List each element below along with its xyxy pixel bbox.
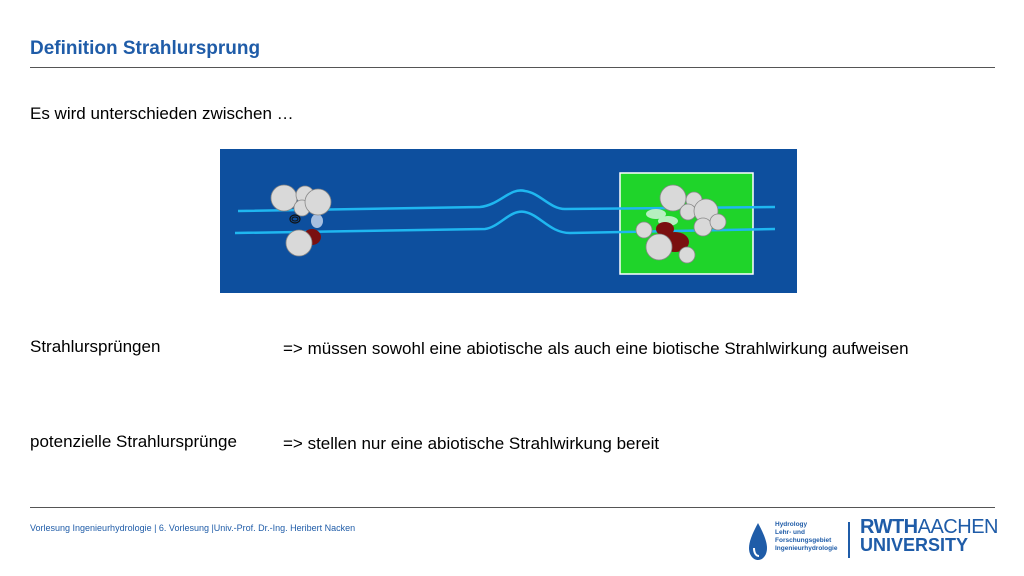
slide-title: Definition Strahlursprung [30, 38, 261, 59]
stone [646, 234, 672, 260]
stone [680, 204, 696, 220]
stone [286, 230, 312, 256]
title-divider [30, 67, 995, 68]
intro-text: Es wird unterschieden zwischen … [30, 104, 294, 123]
logo-divider [848, 522, 850, 558]
water-drop-icon [749, 523, 767, 560]
rwth-logo: RWTHAACHEN UNIVERSITY [860, 516, 998, 555]
strahlursprung-label: Strahlursprüngen [30, 337, 161, 356]
river-diagram [220, 149, 797, 293]
stone [679, 247, 695, 263]
footer-divider [30, 507, 995, 508]
hydrology-logo-text: Hydrology Lehr- und Forschungsgebiet Ingenieurhydrologie [775, 521, 838, 552]
strahlursprung-description: => müssen sowohl eine abiotische als auch eine biotische Strahlwirkung aufweisen [283, 339, 909, 358]
stone [710, 214, 726, 230]
stone [271, 185, 297, 211]
potential-strahlursprung-description: => stellen nur eine abiotische Strahlwirkung bereit [283, 434, 660, 453]
potential-strahlursprung-label: potenzielle Strahlursprünge [30, 432, 237, 451]
stone [636, 222, 652, 238]
footer-text: Vorlesung Ingenieurhydrologie | 6. Vorlesung |Univ.-Prof. Dr.-Ing. Heribert Nacken [30, 523, 356, 533]
stone [305, 189, 331, 215]
stone [694, 218, 712, 236]
